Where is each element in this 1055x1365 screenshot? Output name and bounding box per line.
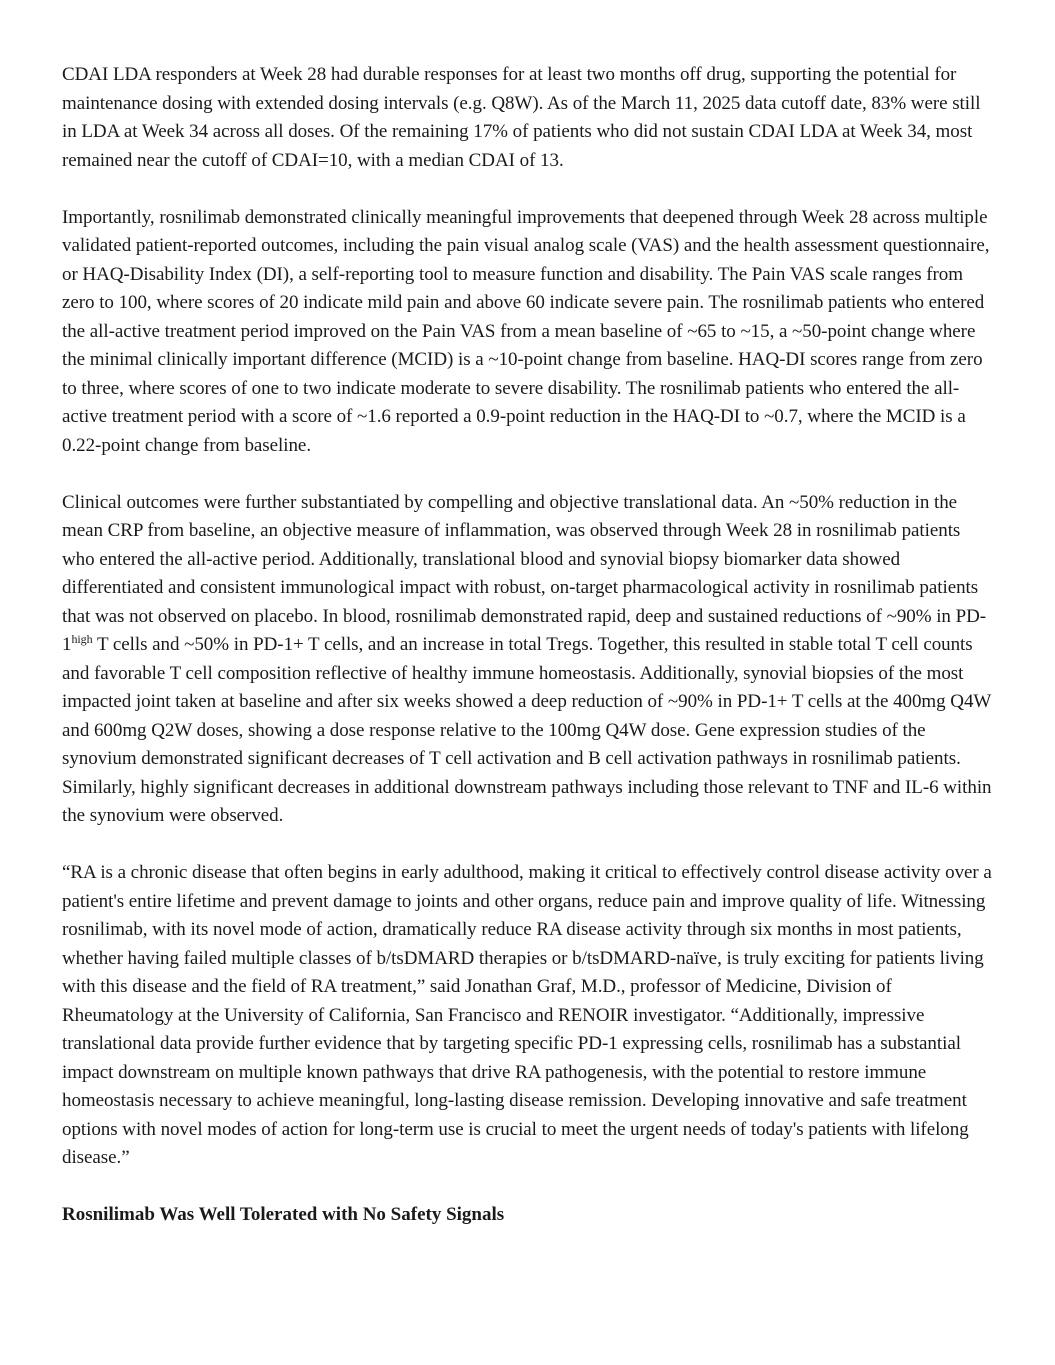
paragraph-patient-reported-outcomes: Importantly, rosnilimab demonstrated clinically meaningful improvements that deepened through Week 28 across multiple validated patient-reported outcomes, including the pain visual analog scale (VAS) and the health assessment questionnaire, or HAQ-Disability Index (DI), a self-reporting tool to measure function and disability. The Pain VAS scale ranges from zero to 100, where scores of 20 indicate mild pain and above 60 indicate severe pain. The rosnilimab patients who entered the all-active treatment period improved on the Pain VAS from a mean baseline of ~65 to ~15, a ~50-point change where the minimal clinically important difference (MCID) is a ~10-point change from baseline. HAQ-DI scores range from zero to three, where scores of one to two indicate moderate to severe disability. The rosnilimab patients who entered the all-active treatment period with a score of ~1.6 reported a 0.9-point reduction in the HAQ-DI to ~0.7, where the MCID is a 0.22-point change from baseline. xyxy=(62,206,990,456)
translational-text-part-2: T cells and ~50% in PD-1+ T cells, and an increase in total Tregs. Together, this resulted in stable total T cell counts and favorable T cell composition reflective of healthy immune homeostasis. Additionally, synovial biopsies of the most impacted joint taken at baseline and after six weeks showed a deep reduction of ~90% in PD-1+ T cells at the 400mg Q4W and 600mg Q2W doses, showing a dose response relative to the 100mg Q4W dose. Gene expression studies of the synovium demonstrated significant decreases of T cell activation and B cell activation pathways in rosnilimab patients. Similarly, highly significant decreases in additional downstream pathways including those relevant to TNF and IL-6 within the synovium were observed. xyxy=(62,634,992,826)
paragraph-translational-data xyxy=(62,489,997,831)
paragraph-investigator-quote: “RA is a chronic disease that often begins in early adulthood, making it critical to effectively control disease activity over a patient's entire lifetime and prevent damage to joints and other organs, reduce pain and improve quality of life. Witnessing rosnilimab, with its novel mode of action, dramatically reduce RA disease activity through six months in most patients, whether having failed multiple classes of b/tsDMARD therapies or b/tsDMARD-naïve, is truly exciting for patients living with this disease and the field of RA treatment,” said Jonathan Graf, M.D., professor of Medicine, Division of Rheumatology at the University of California, San Francisco and RENOIR investigator. “Additionally, impressive translational data provide further evidence that by targeting specific PD-1 expressing cells, rosnilimab has a substantial impact downstream on multiple known pathways that drive RA pathogenesis, with the potential to restore immune homeostasis necessary to achieve meaningful, long-lasting disease remission. Developing innovative and safe treatment options with novel modes of action for long-term use is crucial to meet the urgent needs of today's patients with lifelong disease.” xyxy=(62,862,992,1168)
section-heading-safety: Rosnilimab Was Well Tolerated with No Safety Signals xyxy=(62,1204,505,1225)
paragraph-durable-response: CDAI LDA responders at Week 28 had durable responses for at least two months off drug, supporting the potential for maintenance dosing with extended dosing intervals (e.g. Q8W). As of the March 11, 2025 data cutoff date, 83% were still in LDA at Week 34 across all doses. Of the remaining 17% of patients who did not sustain CDAI LDA at Week 34, most remained near the cutoff of CDAI=10, with a median CDAI of 13. xyxy=(62,64,981,171)
superscript-high: high xyxy=(71,632,93,646)
document-body xyxy=(62,61,997,1230)
translational-text-part-1: Clinical outcomes were further substantiated by compelling and objective translational data. An ~50% reduction in the mean CRP from baseline, an objective measure of inflammation, was observed through Week 28 in rosnilimab patients who entered the all-active period. Additionally, translational blood and synovial biopsy biomarker data showed differentiated and consistent immunological impact with robust, on-target pharmacological activity in rosnilimab patients that was not observed on placebo. In blood, rosnilimab demonstrated rapid, deep and sustained reductions of ~90% in PD-1 xyxy=(62,491,987,655)
